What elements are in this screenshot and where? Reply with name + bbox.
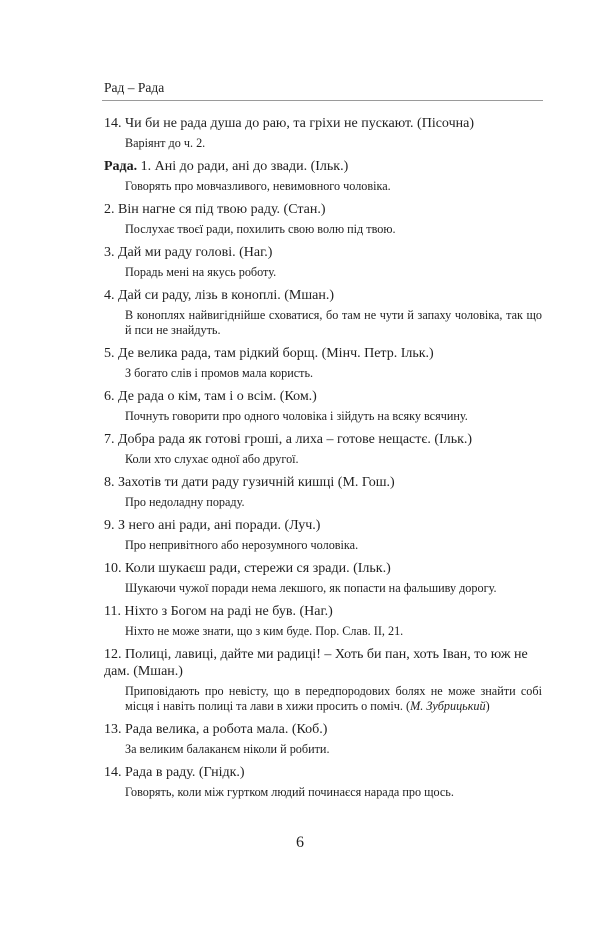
proverb-explanation: Про непривітного або нерозумного чоловіка.	[125, 538, 359, 552]
proverb-text: 7. Добра рада як готові гроші, а лиха – готове нещастє. (Ільк.)	[104, 432, 473, 447]
entry-rada-7	[104, 431, 542, 467]
entry-rada-6	[104, 388, 542, 424]
entry-rada-1	[104, 158, 542, 194]
entry-rada-14	[104, 764, 542, 800]
proverb-explanation: Почнуть говорити про одного чоловіка і зійдуть на всяку всячину.	[125, 409, 468, 423]
page-number: 6	[296, 834, 304, 851]
proverb-text: 14. Рада в раду. (Гнідк.)	[104, 765, 245, 780]
proverb-text: 5. Де велика рада, там рідкий борщ. (Мінч. Петр. Ільк.)	[104, 346, 434, 361]
author-name: М. Зубрицький	[410, 699, 486, 713]
proverb-text: 10. Коли шукаєш ради, стережи ся зради. (Ільк.)	[104, 561, 391, 576]
entry-rada-5	[104, 345, 542, 381]
proverb-text: 14. Чи би не рада душа до раю, та гріхи не пускают. (Пісочна)	[104, 116, 474, 131]
proverb-text: 9. З него ані ради, ані поради. (Луч.)	[104, 518, 321, 533]
proverb-explanation: Послухає твоєї ради, похилить свою волю під твою.	[125, 222, 396, 236]
proverb-text: 2. Він нагне ся під твою раду. (Стан.)	[104, 202, 326, 217]
proverb-explanation: Шукаючи чужої поради нема лекшого, як попасти на фальшиву дорогу.	[125, 581, 497, 595]
proverb-explanation: Варіянт до ч. 2.	[125, 136, 206, 150]
proverb-explanation: Порадь мені на якусь роботу.	[125, 265, 277, 279]
proverb-explanation: Говорять, коли між гуртком людий починаєся нарада про щось.	[125, 785, 454, 799]
proverb-explanation: За великим балаканєм ніколи й робити.	[125, 742, 330, 756]
entry-rada-4	[104, 287, 542, 338]
entry-rada-9	[104, 517, 542, 553]
proverb-explanation: Ніхто не може знати, що з ким буде. Пор. Слав. II, 21.	[125, 624, 404, 638]
explanation-close: )	[485, 699, 490, 713]
proverb-text: 1. Ані до ради, ані до звади. (Ільк.)	[137, 159, 349, 174]
proverb-explanation: Про недоладну пораду.	[125, 495, 245, 509]
entry-rada-11	[104, 603, 542, 639]
proverb-text: 11. Ніхто з Богом на раді не був. (Наг.)	[104, 604, 333, 619]
proverb-text: 6. Де рада о кім, там і о всім. (Ком.)	[104, 389, 317, 404]
proverb-explanation: Коли хто слухає одної або другої.	[125, 452, 299, 466]
entry-rada-8	[104, 474, 542, 510]
proverb-text: 13. Рада велика, а робота мала. (Коб.)	[104, 722, 328, 737]
proverb-explanation: З богато слів і промов мала користь.	[125, 366, 314, 380]
entry-rada-10	[104, 560, 542, 596]
running-head: Рад – Рада	[104, 80, 165, 95]
entry-rada-12	[104, 646, 542, 714]
proverb-text: 12. Полиці, лавиці, дайте ми радиці! – Хоть би пан, хоть Іван, то юж не дам. (Мшан.)	[104, 647, 528, 679]
proverb-text: 4. Дай си раду, лізь в коноплі. (Мшан.)	[104, 288, 335, 303]
headword: Рада.	[104, 159, 138, 174]
proverb-line	[104, 158, 542, 175]
entry-rai-14	[104, 115, 542, 151]
proverb-text: 8. Захотів ти дати раду гузичній кишці (М. Гош.)	[104, 475, 395, 490]
entry-rada-3	[104, 244, 542, 280]
explanation-text: Приповідають про невісту, що в передпородових болях не може знайти собі місця і навіть полиці та лави в хижи просить о поміч. (	[125, 684, 542, 713]
proverb-explanation	[104, 684, 542, 714]
page-content	[104, 115, 542, 807]
header-rule	[102, 100, 543, 101]
entry-rada-13	[104, 721, 542, 757]
proverb-explanation: В коноплях найвигіднійше сховатися, бо там не чути й запаху чоловіка, так що й пси не знайдуть.	[125, 308, 542, 337]
entry-rada-2	[104, 201, 542, 237]
proverb-text: 3. Дай ми раду голові. (Наг.)	[104, 245, 273, 260]
proverb-explanation: Говорять про мовчазливого, невимовного чоловіка.	[125, 179, 391, 193]
